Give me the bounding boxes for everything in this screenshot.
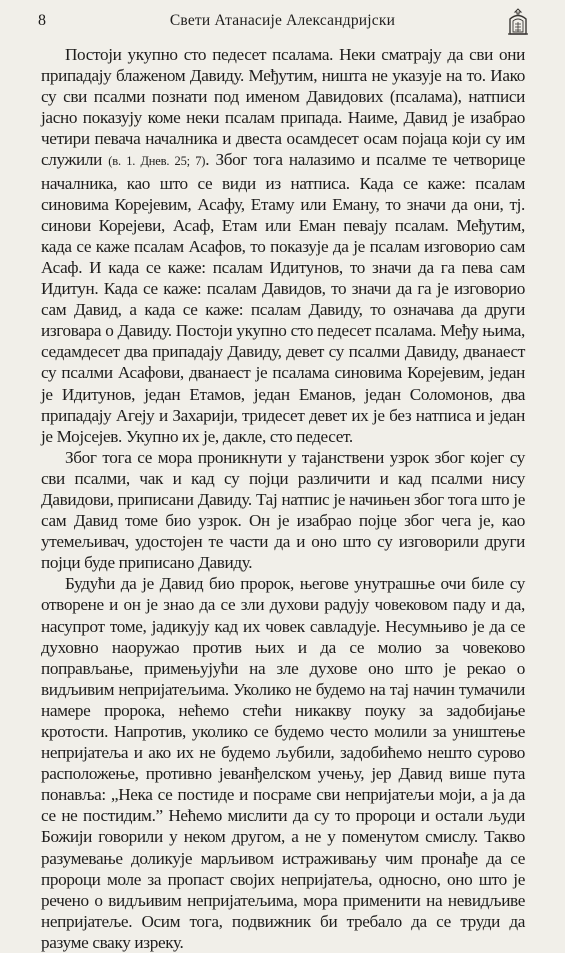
bible-reference: (в. 1. Днев. 25; 7)	[108, 154, 206, 169]
running-title: Свети Атанасије Александријски	[169, 12, 396, 29]
paragraph-text: Постоји укупно сто педесет псалама. Неки сматрају да сви они припадају блаженом Давиду. Међутим, ништа не указује на то. Иако су сви псалми познати под именом Давидових (псалама), натписи јасно показују коме неки псалам припада. Наиме, Давид је изабрао четири певача началника и двеста осамдесет осам појаца који су им служили	[41, 45, 525, 170]
paragraph: Због тога се мора проникнути у тајанствени узрок због којег су сви псалми, чак и кад су појци различити и кад псалми нису Давидови, приписани Давиду. Тај натпис је начињен због тога што је сам Давид томе био узрок. Он је изабрао појце због чега је, као утемељивач, удостојен те части да и оно што су изговорили други појци буде приписано Давиду.	[41, 447, 525, 573]
paragraph-text: . Због тога налазимо и псалме те четворице началника, као што се види из натписа. Када се каже: псалам синовима Корејевим, Асафу, Етаму или Еману, то значи да они, тј. синови Корејеви, Асаф, Етам или Еман певају псалам. Међутим, када се каже псалам Асафов, то показује да је псалам изговорио сам Асаф. И када се каже: псалам Идитунов, то значи да га пева сам Идитун. Када се каже: псалам Давидов, то значи да га је изговорио сам Давид, а када се каже: псалам Давиду, то означава да други изговара о Давиду. Постоји укупно сто педесет псалама. Међу њима, седамдесет два припадају Давиду, девет су псалми Давиду, дванаест су псалми Асафови, дванаест је псалама синовима Корејевим, један је Идитунов, један Етамов, један Еманов, један Соломонов, два припадају Агеју и Захарији, тридесет девет их је без натписа и један је Мојсејев. Укупно их је, дакле, сто педесет.	[41, 150, 525, 446]
page-number: 8	[38, 12, 46, 29]
monastery-emblem-icon	[505, 8, 531, 36]
body-text	[41, 44, 525, 953]
paragraph: Будући да је Давид био пророк, његове унутрашње очи биле су отворене и он је знао да се зли духови радују човековом паду и да, насупрот томе, јадикују кад их човек савладује. Несумњиво је да се духовно наоружао против њих и да се молио за човеково поправљање, примењујући на зле духове оно што је рекао о видљивим непријатељима. Уколико не будемо на тај начин тумачили намере пророка, нећемо стећи никакву поуку за задобијање кротости. Напротив, уколико се будемо често молили за уништење непријатеља и ако их не будемо љубили, задобићемо нешто сурово расположење, противно јеванђелском учењу, јер Давид више пута понавља: „Нека се постиде и посраме сви непријатељи моји, а ја да се не постидим.” Нећемо мислити да су то пророци и остали људи Божији говорили у неком другом, а не у поменутом смислу. Такво разумевање доликује марљивом истраживању чим пронађе да се пророци моле за пропаст својих непријатеља, односно, оно што је речено о видљивим непријатељима, мора применити на невидљиве непријатеље. Осим тога, подвижник би требало да се труди да разуме сваку изреку.	[41, 574, 525, 952]
paragraph	[41, 44, 525, 447]
